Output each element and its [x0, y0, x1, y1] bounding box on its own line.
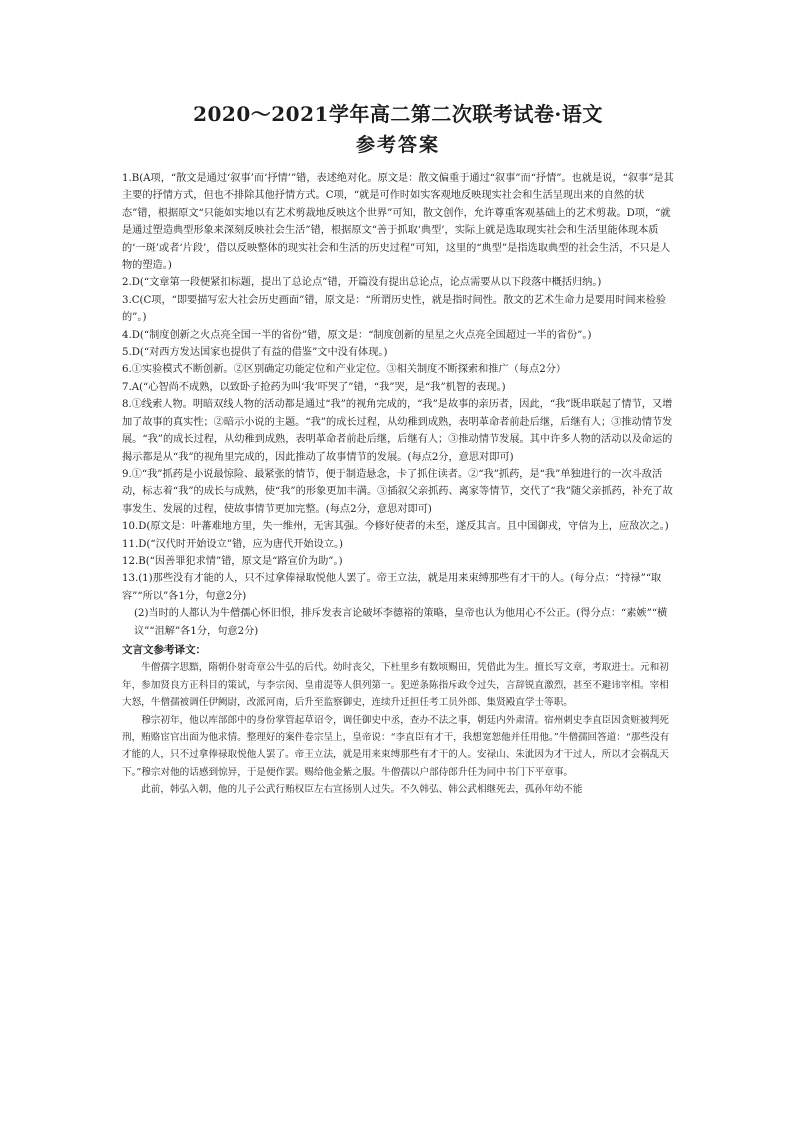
answer-2: 2.D(“文章第一段便紧扣标题，提出了总论点”错，开篇没有提出总论点，论点需要从以下段落中概括归纳。)	[122, 277, 602, 289]
page-subtitle: 参考答案	[355, 134, 440, 156]
answer-10: 10.D(原文是：叶蕃难地方里，失一维州，无害其强。今修好使者的未至，遂反其言。且中国御戎，守信为上，应敌次之。)	[122, 521, 669, 533]
answer-12: 12.B(“因善罪犯求情”错，原文是“路宣价为助”。)	[122, 555, 343, 567]
answer-9: 9.①“我”抓药是小说最惊险、最紧张的情节，便于制造悬念，卡了抓住读者。②“我”抓药，是“我”单独进行的一次斗敌活动，标志着“我”的成长与成熟，使“我”的形象更加丰满。③插叙父亲抓药、离家等情节，交代了“我”随父亲抓药，补充了故事发生、发展的过程，使故事情节更加完整。(每点2分，意思对即可)	[122, 468, 673, 515]
translation-paragraph: 牛僧孺字思黯，隋朝仆射奇章公牛弘的后代。幼时丧父，下杜里乡有数顷赐田，凭借此为生。擅长写文章，考取进士。元和初年，参加贤良方正科目的策试，与李宗闵、皇甫湜等人俱列第一。犯逆条陈指斥政令过失，言辞锐直激烈，甚至不避讳宰相。宰相大怒，牛僧孺被调任伊阙尉，改派河南，后升至监察御史，连续升迁担任考工员外郎、集贤殿直学士等职。	[122, 662, 669, 709]
answer-7: 7.A(“心智尚不成熟，以致卧子抢药为叫‘我’吓哭了”错，“我”哭，是“我”机智的表现。)	[122, 381, 506, 393]
answer-11: 11.D(“汉代时开始设立”错，应为唐代开始设立。)	[122, 538, 344, 550]
translation-paragraph: 穆宗初年，他以库部郎中的身份掌管起草诏令，调任御史中丞，查办不法之事，朝廷内外肃清。宿州刺史李直臣因贪赃被判死刑，贿赂宦官出面为他求情。整理好的案件卷宗呈上，皇帝说：“李直臣有才干，我想宽恕他并任用他。”牛僧孺回答道：“那些没有才能的人，只不过拿俸禄取悦他人罢了。帝王立法，就是用来束缚那些有才干的人。安禄山、朱泚因为才干过人，所以才会祸乱天下。”穆宗对他的话感到惊异，于是便作罢。赐给他金紫之服。牛僧孺以户部侍郎升任为同中书门下平章事。	[122, 714, 670, 778]
translation-paragraph: 此前，韩弘入朝，他的儿子公武行贿权臣左右宣扬别人过失。不久韩弘、韩公武相继死去，孤孙年幼不能	[141, 784, 583, 796]
answer-6: 6.①实验模式不断创新。②区别确定功能定位和产业定位。③相关制度不断探索和推广（每点2分）	[122, 364, 567, 376]
answer-3: 3.C(C项，“即要描写宏大社会历史画面”错，原文是：“所谓历史性，就是指时间性。散文的艺术生命力是要用时间来检验的”。)	[122, 294, 667, 324]
answer-list	[122, 170, 674, 640]
answer-8: 8.①线索人物。明暗双线人物的活动都是通过“我”的视角完成的，“我”是故事的亲历者，因此，“我”既串联起了情节，又增加了故事的真实性；②暗示小说的主题。“我”的成长过程，从幼稚到成熟，表明革命者前赴后继，后继有人；③推动情节发展。“我”的成长过程，从幼稚到成熟，表明革命者前赴后继，后继有人；③推动情节发展。其中许多人物的活动以及命运的揭示都是从“我”的视角里完成的，因此推动了故事情节的发展。(每点2分，意思对即可)	[122, 399, 673, 463]
page-title: 2020～2021学年高二第二次联考试卷·语文	[193, 102, 603, 126]
translation-heading: 文言文参考译文：	[122, 643, 206, 656]
answer-13-2: (2)当时的人都认为牛僧孺心怀旧恨，排斥发表言论破坏李德裕的策略，皇帝也认为他用心不公正。(得分点：“素嫉”“横议”“沮解”各1分，句意2分)	[134, 608, 668, 637]
answer-13-1: 13.(1)那些没有才能的人，只不过拿俸禄取悦他人罢了。帝王立法，就是用来束缚那些有才干的人。(每分点：“持禄”“取容”“所以”各1分，句意2分)	[122, 573, 662, 602]
answer-4: 4.D(“制度创新之火点亮全国一半的省份”错，原文是：“制度创新的星星之火点亮全国超过一半的省份”。)	[122, 329, 592, 341]
answer-5: 5.D(“对西方发达国家也提供了有益的借鉴”文中没有体现。)	[122, 347, 388, 359]
translation-body	[122, 659, 674, 798]
answer-1: 1.B(A项，“散文是通过‘叙事’而‘抒情’”错，表述绝对化。原文是：散文偏重于通过“叙事”而“抒情”。也就是说，“叙事”是其主要的抒情方式，但也不排除其他抒情方式。C项，“就是可作时如实客观地反映现实社会和生活呈现出来的自然的状态”错，根据原文“只能如实地以有艺术剪裁地反映这个世界”可知，散文创作，允许尊重客观基础上的艺术剪裁。D项，“就是通过塑造典型形象来深刻反映社会生活”错，根据原文“善于抓取‘典型’，实际上就是选取现实社会和生活里能体现本质的‘一斑’或者‘片段’，借以反映整体的现实社会和生活的历史过程”可知，这里的“典型”是指选取典型的社会生活，不只是人物的塑造。)	[122, 173, 674, 272]
